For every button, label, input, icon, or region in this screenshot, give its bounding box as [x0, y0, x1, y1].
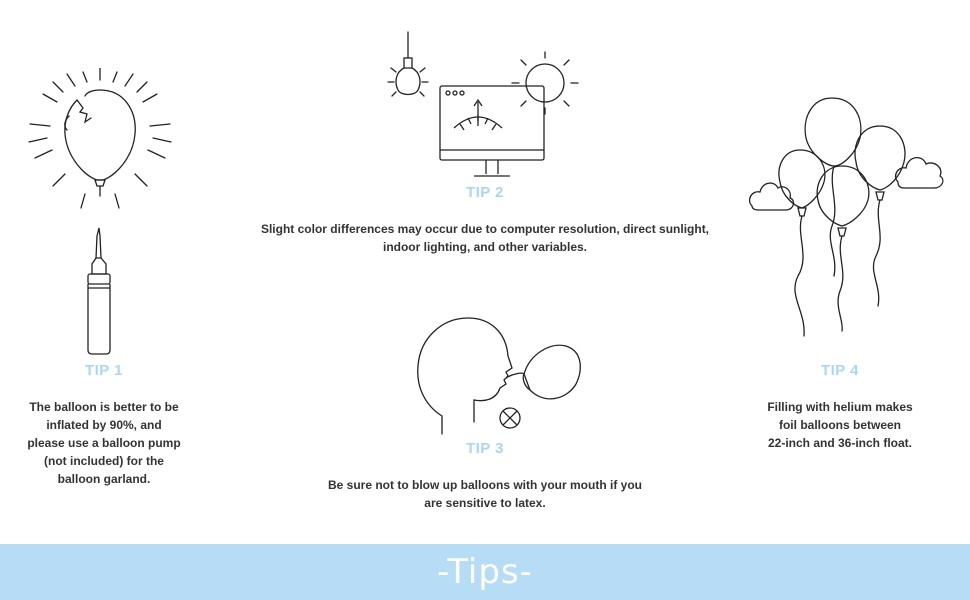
tip-1-line: inflated by 90%, and — [46, 418, 162, 432]
tip-4-line: 22-inch and 36-inch float. — [767, 436, 913, 450]
tip-3-line: are sensitive to latex. — [424, 496, 546, 510]
tip-1-line: (not included) for the — [44, 454, 164, 468]
lightbulb-icon — [386, 30, 430, 106]
tip-2-title: TIP 2 — [465, 184, 505, 201]
tip-1-line: please use a balloon pump — [27, 436, 181, 450]
tip-4-title: TIP 4 — [820, 362, 860, 379]
no-symbol-icon — [498, 406, 522, 430]
tip-1-title: TIP 1 — [84, 362, 124, 379]
tip-4-text — [745, 398, 935, 452]
bursting-balloon-icon — [25, 68, 175, 218]
tip-3-title: TIP 3 — [465, 440, 505, 457]
tip-2-line: Slight color differences may occur due to computer resolution, direct sunlight, — [260, 222, 710, 236]
tip-4-line: foil balloons between — [778, 418, 901, 432]
tip-2-line: indoor lighting, and other variables. — [382, 240, 588, 254]
balloon-pump-icon — [82, 226, 116, 356]
tip-1-line: The balloon is better to be — [29, 400, 179, 414]
tip-1-line: balloon garland. — [57, 472, 151, 486]
helium-balloons-icon — [748, 96, 948, 342]
tip-2-text — [235, 220, 735, 256]
footer-banner — [0, 544, 970, 600]
tip-3-text — [300, 476, 670, 512]
tip-1-text — [10, 398, 198, 488]
footer-title: -Tips- — [437, 552, 533, 592]
tip-4-line: Filling with helium makes — [767, 400, 913, 414]
tip-3-line: Be sure not to blow up balloons with your mouth if you — [328, 478, 642, 492]
sun-icon — [508, 50, 582, 116]
